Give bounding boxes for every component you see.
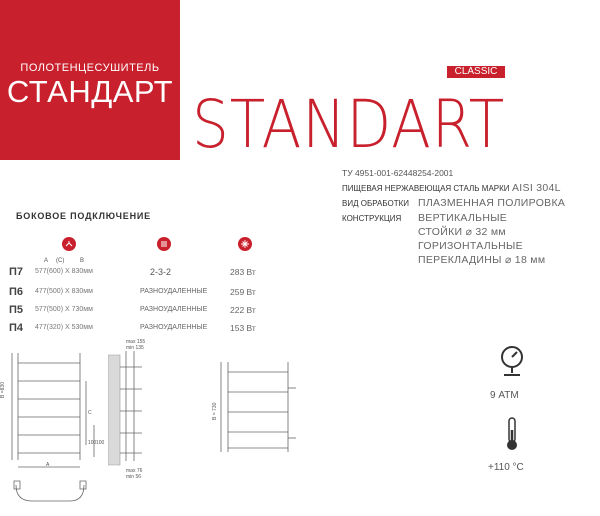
col-b-header: B	[80, 258, 85, 264]
spec-value-line-2: СТОЙКИ ⌀ 32 мм	[418, 226, 506, 238]
row-dims: 477(320) X 530мм	[35, 324, 93, 331]
spec-value-line-4: ПЕРЕКЛАДИНЫ ⌀ 18 мм	[418, 254, 546, 266]
dim-min135: min 135	[126, 345, 144, 351]
row-model: П5	[9, 304, 24, 316]
spec-value-finish: ПЛАЗМЕННАЯ ПОЛИРОВКА	[418, 197, 566, 209]
connection-icon	[62, 237, 76, 256]
row-dims: 477(500) X 830мм	[35, 288, 93, 295]
spec-value-steel: AISI 304L	[512, 182, 561, 194]
row-model: П7	[9, 266, 24, 278]
row-dims: 577(500) X 730мм	[35, 306, 93, 313]
product-title-ru: СТАНДАРТ	[6, 74, 174, 109]
dim-max155: max 155	[126, 339, 146, 345]
thermometer-icon	[504, 416, 520, 457]
dim-b: B =830	[0, 382, 6, 398]
side-connection-drawing	[218, 358, 298, 458]
row-power: 222 Вт	[230, 305, 256, 315]
dim-max76: max 76	[126, 468, 143, 474]
temperature-rating: +110 °С	[488, 462, 524, 473]
row-type: 2-3-2	[150, 267, 172, 277]
side-view-drawing	[108, 345, 148, 475]
spec-label-finish: ВИД ОБРАБОТКИ	[342, 199, 410, 208]
power-icon	[238, 237, 252, 256]
spec-value-construction: ВЕРТИКАЛЬНЫЕ	[418, 212, 508, 224]
row-power: 259 Вт	[230, 287, 256, 297]
spec-label-steel: ПИЩЕВАЯ НЕРЖАВЕЮЩАЯ СТАЛЬ МАРКИ	[342, 184, 510, 193]
product-title-en: STANDART	[192, 86, 506, 163]
section-title: БОКОВОЕ ПОДКЛЮЧЕНИЕ	[16, 211, 151, 221]
dim-100-b: 100	[96, 440, 105, 446]
row-type: РАЗНОУДАЛЕННЫЕ	[140, 324, 208, 331]
dim-a: A	[46, 462, 50, 468]
row-model: П6	[9, 286, 24, 298]
col-a-header: A	[44, 258, 49, 264]
row-power: 283 Вт	[230, 267, 256, 277]
classic-badge: CLASSIC	[447, 66, 505, 78]
front-view-drawing	[8, 345, 100, 513]
dim-b730: B = 730	[212, 402, 218, 420]
pressure-gauge-icon	[498, 345, 526, 384]
spec-value-line-3: ГОРИЗОНТАЛЬНЫЕ	[418, 240, 523, 252]
tu-code: ТУ 4951-001-62448254-2001	[342, 168, 454, 178]
spec-label-construction: КОНСТРУКЦИЯ	[342, 214, 402, 223]
dim-c: C	[88, 410, 92, 416]
row-type: РАЗНОУДАЛЕННЫЕ	[140, 306, 208, 313]
row-dims: 577(600) X 830мм	[35, 268, 93, 275]
row-type: РАЗНОУДАЛЕННЫЕ	[140, 288, 208, 295]
product-subtitle: ПОЛОТЕНЦЕСУШИТЕЛЬ	[20, 62, 160, 74]
row-power: 153 Вт	[230, 323, 256, 333]
pressure-rating: 9 АТМ	[490, 390, 519, 401]
row-model: П4	[9, 322, 24, 334]
layout-icon	[157, 237, 171, 256]
dim-100-a: 100	[88, 440, 97, 446]
col-c-header: (C)	[56, 258, 65, 264]
dim-min56: min 56	[126, 474, 142, 480]
